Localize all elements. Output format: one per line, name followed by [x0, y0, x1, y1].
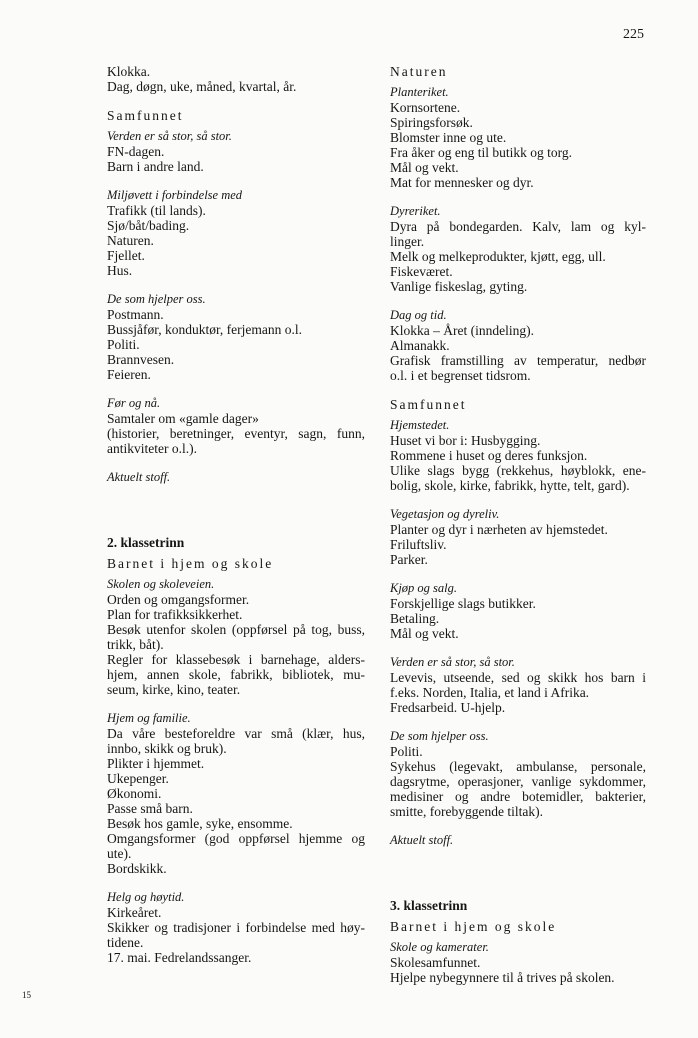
aktuelt-stoff: Aktuelt stoff. — [390, 833, 454, 847]
list-item: Da våre besteforeldre var små (klær, hus, — [107, 726, 365, 741]
list-item: Barn i andre land. — [107, 159, 204, 174]
list-item: Dyra på bondegarden. Kalv, lam og kyl- — [390, 219, 646, 234]
subsection-title: Miljøvett i forbindelse med — [107, 188, 243, 202]
list-item: Samtaler om «gamle dager» — [107, 411, 259, 426]
subsection-title: Skole og kamerater. — [390, 940, 489, 954]
list-item: Sykehus (legevakt, ambulanse, personale, — [390, 759, 646, 774]
list-item: Spiringsforsøk. — [390, 115, 473, 130]
subsection-title: Skolen og skoleveien. — [107, 577, 215, 591]
left-column — [107, 64, 365, 965]
list-item: Trafikk (til lands). — [107, 203, 206, 218]
list-item: Melk og melkeprodukter, kjøtt, egg, ull. — [390, 249, 606, 264]
list-item: Klokka – Året (inndeling). — [390, 323, 534, 338]
list-item: medisiner og andre botemidler, bakterier, — [390, 789, 646, 804]
list-item: f.eks. Norden, Italia, et land i Afrika. — [390, 685, 590, 700]
subsection-title: Hjem og familie. — [107, 711, 191, 725]
list-item: o.l. i et begrenset tidsrom. — [390, 368, 531, 383]
list-item: FN-dagen. — [107, 144, 165, 159]
list-item: trikk, båt). — [107, 637, 164, 652]
list-item: Passe små barn. — [107, 801, 193, 816]
list-item: Fra åker og eng til butikk og torg. — [390, 145, 572, 160]
list-item: seum, kirke, kino, teater. — [107, 682, 241, 697]
subsection-title: De som hjelper oss. — [107, 292, 206, 306]
subsection-title: Verden er så stor, så stor. — [107, 129, 232, 143]
list-item: Huset vi bor i: Husbygging. — [390, 433, 541, 448]
list-item: Fredsarbeid. U-hjelp. — [390, 700, 506, 715]
list-item: Feieren. — [107, 367, 151, 382]
list-item: Skikker og tradisjoner i forbindelse med høy- — [107, 920, 365, 935]
list-item: Naturen. — [107, 233, 154, 248]
list-item: Mål og vekt. — [390, 160, 459, 175]
list-item: Ukepenger. — [107, 771, 169, 786]
list-item: Friluftsliv. — [390, 537, 447, 552]
list-item: Rommene i huset og deres funksjon. — [390, 448, 588, 463]
list-item: innbo, skikk og bruk). — [107, 741, 227, 756]
intro-line: Dag, døgn, uke, måned, kvartal, år. — [107, 79, 297, 94]
list-item: Orden og omgangsformer. — [107, 592, 250, 607]
aktuelt-stoff: Aktuelt stoff. — [107, 470, 171, 484]
list-item: Fjellet. — [107, 248, 145, 263]
list-item: 17. mai. Fedrelandssanger. — [107, 950, 252, 965]
list-item: Planter og dyr i nærheten av hjemstedet. — [390, 522, 608, 537]
list-item: Postmann. — [107, 307, 164, 322]
list-item: Politi. — [107, 337, 140, 352]
subsection-title: De som hjelper oss. — [390, 729, 489, 743]
list-item: Sjø/båt/bading. — [107, 218, 190, 233]
list-item: Parker. — [390, 552, 428, 567]
list-item: Plan for trafikksikkerhet. — [107, 607, 243, 622]
list-item: Besøk hos gamle, syke, ensomme. — [107, 816, 293, 831]
list-item: Ulike slags bygg (rekkehus, høyblokk, ene- — [390, 463, 646, 478]
list-item: Fiskeværet. — [390, 264, 453, 279]
list-item: tidene. — [107, 935, 144, 950]
section-heading-samfunnet: Samfunnet — [390, 397, 467, 412]
subsection-title: Hjemstedet. — [390, 418, 450, 432]
list-item: Forskjellige slags butikker. — [390, 596, 536, 611]
list-item: Mål og vekt. — [390, 626, 459, 641]
list-item: Almanakk. — [390, 338, 450, 353]
section-heading-barnet: Barnet i hjem og skole — [107, 556, 274, 571]
list-item: Bordskikk. — [107, 861, 167, 876]
section-heading-samfunnet: Samfunnet — [107, 108, 184, 123]
list-item: Grafisk framstilling av temperatur, nedbør — [390, 353, 646, 368]
section-heading-naturen: Naturen — [390, 64, 448, 79]
subsection-title: Før og nå. — [107, 396, 161, 410]
list-item: antikviteter o.l.). — [107, 441, 197, 456]
list-item: Omgangsformer (god oppførsel hjemme og — [107, 831, 365, 846]
subsection-title: Vegetasjon og dyreliv. — [390, 507, 500, 521]
list-item: Skolesamfunnet. — [390, 955, 481, 970]
list-item: Plikter i hjemmet. — [107, 756, 205, 771]
subsection-title: Dag og tid. — [390, 308, 447, 322]
list-item: Mat for mennesker og dyr. — [390, 175, 534, 190]
subsection-title: Kjøp og salg. — [390, 581, 458, 595]
list-item: Hus. — [107, 263, 133, 278]
list-item: Politi. — [390, 744, 423, 759]
footer-number: 15 — [22, 990, 31, 1000]
list-item: dagsrytme, operasjoner, vanlige sykdommer, — [390, 774, 646, 789]
list-item: Hjelpe nybegynnere til å trives på skolen. — [390, 970, 615, 985]
list-item: Brannvesen. — [107, 352, 175, 367]
intro-line: Klokka. — [107, 64, 151, 79]
grade-heading-3: 3. klassetrinn — [390, 898, 468, 913]
list-item: Vanlige fiskeslag, gyting. — [390, 279, 528, 294]
subsection-title: Verden er så stor, så stor. — [390, 655, 515, 669]
list-item: Levevis, utseende, sed og skikk hos barn i — [390, 670, 646, 685]
list-item: linger. — [390, 234, 425, 249]
list-item: Kirkeåret. — [107, 905, 162, 920]
list-item: Blomster inne og ute. — [390, 130, 507, 145]
right-column — [390, 64, 646, 985]
subsection-title: Helg og høytid. — [107, 890, 185, 904]
list-item: ute). — [107, 846, 132, 861]
subsection-title: Planteriket. — [390, 85, 449, 99]
page-number: 225 — [623, 27, 644, 42]
grade-heading-2: 2. klassetrinn — [107, 535, 185, 550]
list-item: Kornsortene. — [390, 100, 461, 115]
subsection-title: Dyreriket. — [390, 204, 441, 218]
list-item: Regler for klassebesøk i barnehage, alders- — [107, 652, 365, 667]
list-item: (historier, beretninger, eventyr, sagn, funn, — [107, 426, 365, 441]
list-item: smitte, forebyggende tiltak). — [390, 804, 543, 819]
section-heading-barnet: Barnet i hjem og skole — [390, 919, 557, 934]
list-item: Bussjåfør, konduktør, ferjemann o.l. — [107, 322, 303, 337]
list-item: Besøk utenfor skolen (oppførsel på tog, buss, — [107, 622, 365, 637]
list-item: Betaling. — [390, 611, 440, 626]
list-item: bolig, skole, kirke, fabrikk, hytte, telt, gard). — [390, 478, 630, 493]
list-item: Økonomi. — [107, 786, 162, 801]
list-item: hjem, annen skole, fabrikk, bibliotek, mu- — [107, 667, 365, 682]
